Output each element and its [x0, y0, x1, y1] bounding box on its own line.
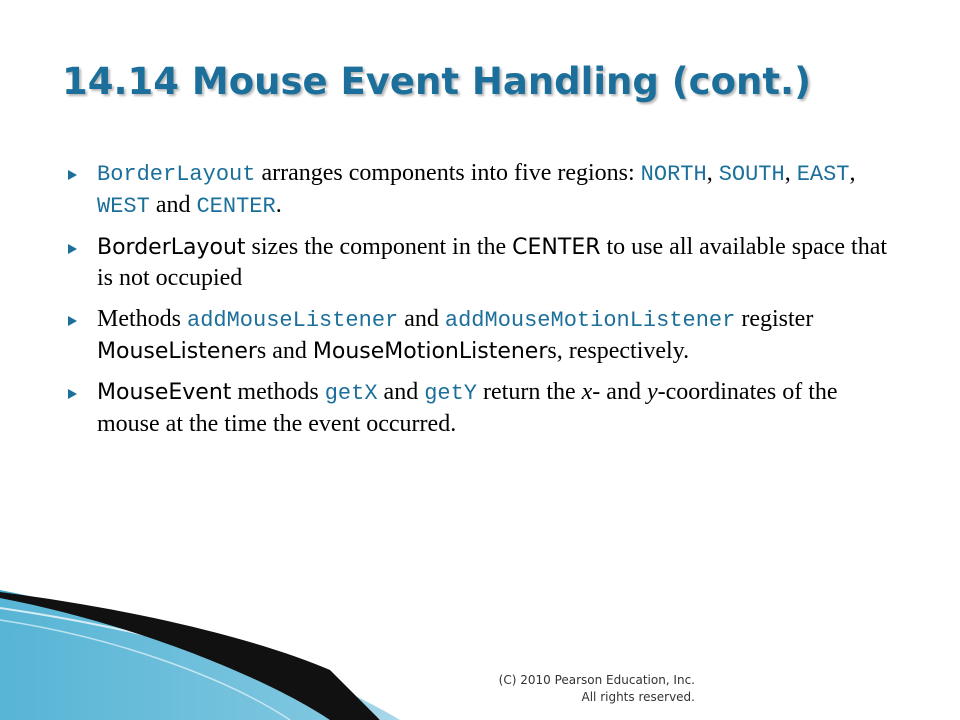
bullet-text: sizes the component in the: [245, 234, 513, 260]
bullet-text: and: [149, 192, 197, 218]
code-term: CENTER: [196, 194, 276, 219]
class-term: CENTER: [512, 235, 601, 260]
code-term: addMouseMotionListener: [444, 308, 736, 333]
code-term: NORTH: [640, 162, 707, 187]
italic-term: x: [581, 379, 593, 405]
bullet-text: methods: [231, 379, 325, 405]
bullet-text: -coordinates of the mouse at the time the event occurred.: [97, 379, 838, 437]
slide-title: 14.14 Mouse Event Handling (cont.): [62, 60, 811, 103]
bullet-text: to use all available space that is not occupied: [97, 234, 888, 291]
bullet-text: arranges components into five regions:: [255, 160, 641, 186]
bullet-text: register: [735, 306, 814, 332]
italic-term: y: [646, 379, 658, 405]
bullet-item: [68, 377, 898, 440]
bullet-text: s, respectively.: [547, 338, 690, 364]
triangle-bullet-icon: [68, 244, 77, 254]
class-term: MouseListener: [97, 339, 257, 364]
bullet-text: ,: [849, 160, 856, 186]
bullet-text: ,: [784, 160, 797, 186]
code-term: EAST: [796, 162, 850, 187]
triangle-bullet-icon: [68, 170, 77, 180]
bullet-item: [68, 232, 898, 294]
class-term: MouseMotionListener: [312, 339, 548, 364]
bullet-text: and: [398, 306, 445, 332]
bullet-item: [68, 304, 898, 367]
bullet-item: [68, 158, 898, 222]
triangle-bullet-icon: [68, 389, 77, 399]
copyright-notice: [499, 672, 695, 706]
code-term: getX: [324, 381, 378, 406]
class-term: MouseEvent: [97, 380, 232, 405]
code-term: addMouseListener: [187, 308, 399, 333]
code-term: WEST: [97, 194, 150, 219]
code-term: BorderLayout: [97, 162, 256, 187]
bullet-text: ,: [706, 160, 719, 186]
bullet-text: and: [377, 379, 425, 405]
bullet-list: [68, 158, 898, 450]
bullet-text: s and: [256, 338, 313, 364]
bullet-text: .: [275, 192, 282, 218]
copyright-line: All rights reserved.: [581, 690, 695, 704]
copyright-line: (C) 2010 Pearson Education, Inc.: [498, 673, 695, 687]
code-term: SOUTH: [718, 162, 785, 187]
decorative-swoosh: [0, 590, 960, 720]
class-term: BorderLayout: [97, 235, 246, 260]
bullet-text: return the: [477, 379, 582, 405]
triangle-bullet-icon: [68, 316, 77, 326]
bullet-text: - and: [592, 379, 647, 405]
code-term: getY: [424, 381, 478, 406]
bullet-text: Methods: [97, 306, 187, 332]
